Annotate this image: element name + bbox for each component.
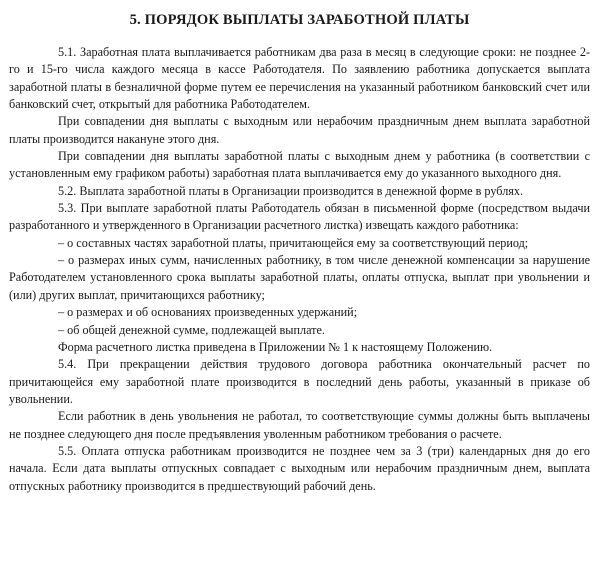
paragraph-5-4: 5.4. При прекращении действия трудового договора работника окончательный расчет по причитающейся ему заработной плате производится в последний день работы, указанный в приказе об увольнении. xyxy=(9,357,590,406)
paragraph-dismissal-day: Если работник в день увольнения не работал, то соответствующие суммы должны быть выплачены не позднее следующего дня после предъявления уволенным работником требования о расчете. xyxy=(9,409,590,441)
list-item-salary-components: – о составных частях заработной платы, причитающейся ему за соответствующий период; xyxy=(58,235,529,250)
paragraph-weekend-payment: При совпадении дня выплаты с выходным или нерабочим праздничным днем выплата заработной платы производится накануне этого дня. xyxy=(9,114,590,146)
paragraph-5-5: 5.5. Оплата отпуска работникам производится не позднее чем за 3 (три) календарных дня до его начала. Если дата выплаты отпускных совпадает с выходным или нерабочим праздничным днем, выплата отпускных работнику производится в предшествующий рабочий день. xyxy=(9,443,590,493)
list-item-other-sums: – о размерах иных сумм, начисленных работнику, в том числе денежной компенсации за нарушение Работодателем установленного срока выплаты заработной платы, оплаты отпуска, выплат при увольнении и (или) других выплат, причитающихся работнику; xyxy=(9,253,590,302)
list-item-deductions: – о размерах и об основаниях произведенных удержаний; xyxy=(58,305,358,320)
paragraph-5-1: 5.1. Заработная плата выплачивается работникам два раза в месяц в следующие сроки: не позднее 2-го и 15-го числа каждого месяца в кассе Работодателя. По заявлению работника допускается выплата заработной платы в безналичной форме путем ее перечисления на указанный работником банковский счет или банковский счет, открытый для работника Работодателем. xyxy=(9,45,590,112)
paragraph-employee-day-off: При совпадении дня выплаты заработной платы с выходным днем у работника (в соответствии с установленным ему графиком работы) заработная плата выплачивается ему до указанного выходного дня. xyxy=(9,149,590,181)
list-item-total-sum: – об общей денежной сумме, подлежащей выплате. xyxy=(58,322,325,337)
paragraph-5-2: 5.2. Выплата заработной платы в Организации производится в денежной форме в рублях. xyxy=(58,183,524,198)
paragraph-5-3: 5.3. При выплате заработной платы Работодатель обязан в письменной форме (посредством выдачи разработанного и утвержденного в Организации расчетного листка) извещать каждого работника: xyxy=(9,201,590,233)
paragraph-payslip-form: Форма расчетного листка приведена в Приложении № 1 к настоящему Положению. xyxy=(58,339,493,354)
section-title: 5. ПОРЯДОК ВЫПЛАТЫ ЗАРАБОТНОЙ ПЛАТЫ xyxy=(129,12,470,28)
